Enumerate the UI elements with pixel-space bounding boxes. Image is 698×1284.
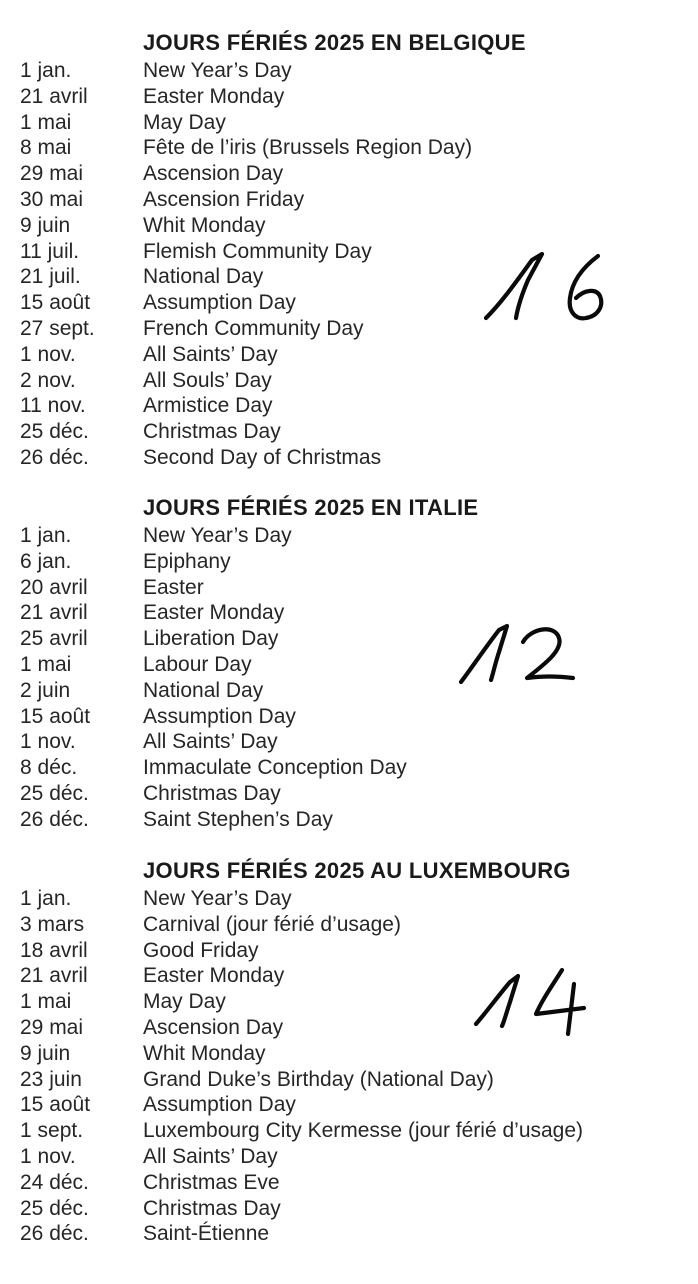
list-item [0, 84, 698, 110]
holiday-name: Easter [143, 575, 204, 599]
list-item [0, 187, 698, 213]
list-item [0, 755, 698, 781]
holiday-date: 1 sept. [20, 1119, 84, 1143]
holiday-date: 26 déc. [20, 445, 89, 469]
holiday-date: 27 sept. [20, 316, 95, 340]
section-title: JOURS FÉRIÉS 2025 AU LUXEMBOURG [143, 858, 571, 883]
holiday-date: 25 déc. [20, 781, 89, 805]
holiday-name: Labour Day [143, 652, 252, 676]
holiday-name: All Saints’ Day [143, 730, 278, 754]
holiday-name: Ascension Day [143, 162, 284, 186]
holiday-date: 6 jan. [20, 549, 72, 573]
holiday-name: New Year’s Day [143, 59, 292, 82]
holiday-date: 11 juil. [20, 239, 80, 263]
holiday-name: Second Day of Christmas [143, 445, 382, 469]
holiday-list [0, 886, 698, 1247]
holiday-date: 9 juin [20, 1041, 71, 1065]
list-item [0, 1170, 698, 1196]
holiday-date: 21 juil. [20, 265, 81, 289]
holiday-date: 1 nov. [20, 730, 76, 754]
holiday-name: Saint Stephen’s Day [143, 807, 333, 831]
holiday-name: Assumption Day [143, 1093, 296, 1117]
list-item [0, 626, 698, 652]
holiday-name: French Community Day [143, 316, 364, 340]
holiday-name: Good Friday [143, 938, 259, 962]
holiday-date: 1 nov. [20, 342, 76, 366]
holiday-name: Easter Monday [143, 601, 285, 625]
holiday-date: 8 déc. [20, 756, 78, 780]
list-item [0, 213, 698, 239]
holiday-date: 21 avril [20, 964, 88, 988]
holiday-date: 26 déc. [20, 1222, 89, 1246]
list-item [0, 135, 698, 161]
handwritten-count-14 [470, 962, 600, 1042]
list-item [0, 678, 698, 704]
holiday-date: 2 juin [20, 678, 71, 702]
holiday-date: 18 avril [20, 938, 88, 962]
holiday-name: Immaculate Conception Day [143, 756, 407, 780]
list-item [0, 600, 698, 626]
holiday-name: All Souls’ Day [143, 368, 272, 392]
holiday-name: May Day [143, 990, 226, 1014]
list-item [0, 1067, 698, 1093]
holiday-date: 1 mai [20, 652, 72, 676]
list-item [0, 1196, 698, 1222]
holiday-date: 25 déc. [20, 420, 89, 444]
holiday-name: Fête de l’iris (Brussels Region Day) [143, 136, 473, 160]
holiday-name: New Year’s Day [143, 887, 292, 910]
list-item [0, 912, 698, 938]
holiday-name: Epiphany [143, 549, 231, 573]
holiday-date: 30 mai [20, 187, 84, 211]
holiday-name: Ascension Friday [143, 187, 305, 211]
holiday-name: Christmas Day [143, 1196, 281, 1220]
holiday-name: Christmas Eve [143, 1170, 280, 1194]
list-item [0, 419, 698, 445]
list-item [0, 110, 698, 136]
holiday-date: 1 nov. [20, 1144, 76, 1168]
list-item [0, 729, 698, 755]
holiday-date: 29 mai [20, 162, 84, 186]
list-item [0, 886, 698, 912]
list-item [0, 704, 698, 730]
holiday-date: 15 août [20, 291, 91, 315]
holiday-date: 23 juin [20, 1067, 82, 1091]
holiday-name: Armistice Day [143, 394, 273, 418]
holiday-date: 2 nov. [20, 368, 76, 392]
holiday-date: 25 déc. [20, 1196, 89, 1220]
holiday-name: National Day [143, 678, 264, 702]
list-item [0, 523, 698, 549]
holiday-date: 25 avril [20, 627, 88, 651]
list-item [0, 445, 698, 471]
holiday-name: Grand Duke’s Birthday (National Day) [143, 1067, 494, 1091]
holiday-name: Assumption Day [143, 291, 296, 315]
holiday-date: 1 jan. [20, 887, 72, 910]
list-item [0, 393, 698, 419]
list-item [0, 342, 698, 368]
list-item [0, 549, 698, 575]
holiday-name: Easter Monday [143, 964, 285, 988]
section-title: JOURS FÉRIÉS 2025 EN ITALIE [143, 495, 479, 520]
list-item [0, 1144, 698, 1170]
holiday-date: 1 mai [20, 110, 72, 134]
holiday-date: 3 mars [20, 912, 85, 936]
holiday-name: Christmas Day [143, 781, 281, 805]
list-item [0, 1221, 698, 1247]
holiday-name: All Saints’ Day [143, 1144, 278, 1168]
list-item [0, 575, 698, 601]
list-item [0, 652, 698, 678]
handwritten-count-16 [480, 250, 630, 330]
holiday-date: 20 avril [20, 575, 88, 599]
holiday-name: Christmas Day [143, 420, 281, 444]
holiday-name: May Day [143, 110, 226, 134]
holiday-date: 1 jan. [20, 59, 72, 82]
holiday-date: 21 avril [20, 84, 88, 108]
list-item [0, 1092, 698, 1118]
list-item [0, 781, 698, 807]
holiday-date: 8 mai [20, 136, 72, 160]
holiday-name: Ascension Day [143, 1015, 284, 1039]
holiday-date: 15 août [20, 704, 91, 728]
holiday-date: 29 mai [20, 1015, 84, 1039]
holiday-date: 9 juin [20, 213, 71, 237]
handwritten-count-12 [455, 620, 585, 690]
section-title: JOURS FÉRIÉS 2025 EN BELGIQUE [143, 30, 526, 55]
holiday-name: Whit Monday [143, 213, 266, 237]
holiday-name: Assumption Day [143, 704, 296, 728]
list-item [0, 1041, 698, 1067]
holiday-name: Flemish Community Day [143, 239, 372, 263]
holiday-name: Easter Monday [143, 84, 285, 108]
holiday-date: 15 août [20, 1093, 91, 1117]
list-item [0, 368, 698, 394]
holiday-date: 21 avril [20, 601, 88, 625]
holiday-list [0, 523, 698, 833]
list-item [0, 938, 698, 964]
list-item [0, 161, 698, 187]
list-item [0, 807, 698, 833]
holiday-date: 1 jan. [20, 524, 72, 547]
list-item [0, 1118, 698, 1144]
holiday-date: 26 déc. [20, 807, 89, 831]
holiday-name: All Saints’ Day [143, 342, 278, 366]
holiday-date: 1 mai [20, 990, 72, 1014]
holiday-name: Liberation Day [143, 627, 279, 651]
holiday-date: 24 déc. [20, 1170, 89, 1194]
holiday-name: National Day [143, 265, 264, 289]
holiday-name: Whit Monday [143, 1041, 266, 1065]
holiday-date: 11 nov. [20, 394, 86, 418]
list-item [0, 58, 698, 84]
holiday-name: Luxembourg City Kermesse (jour férié d’usage) [143, 1119, 584, 1143]
holiday-name: New Year’s Day [143, 524, 292, 547]
holiday-name: Carnival (jour férié d’usage) [143, 912, 401, 936]
holiday-name: Saint-Étienne [143, 1222, 270, 1246]
